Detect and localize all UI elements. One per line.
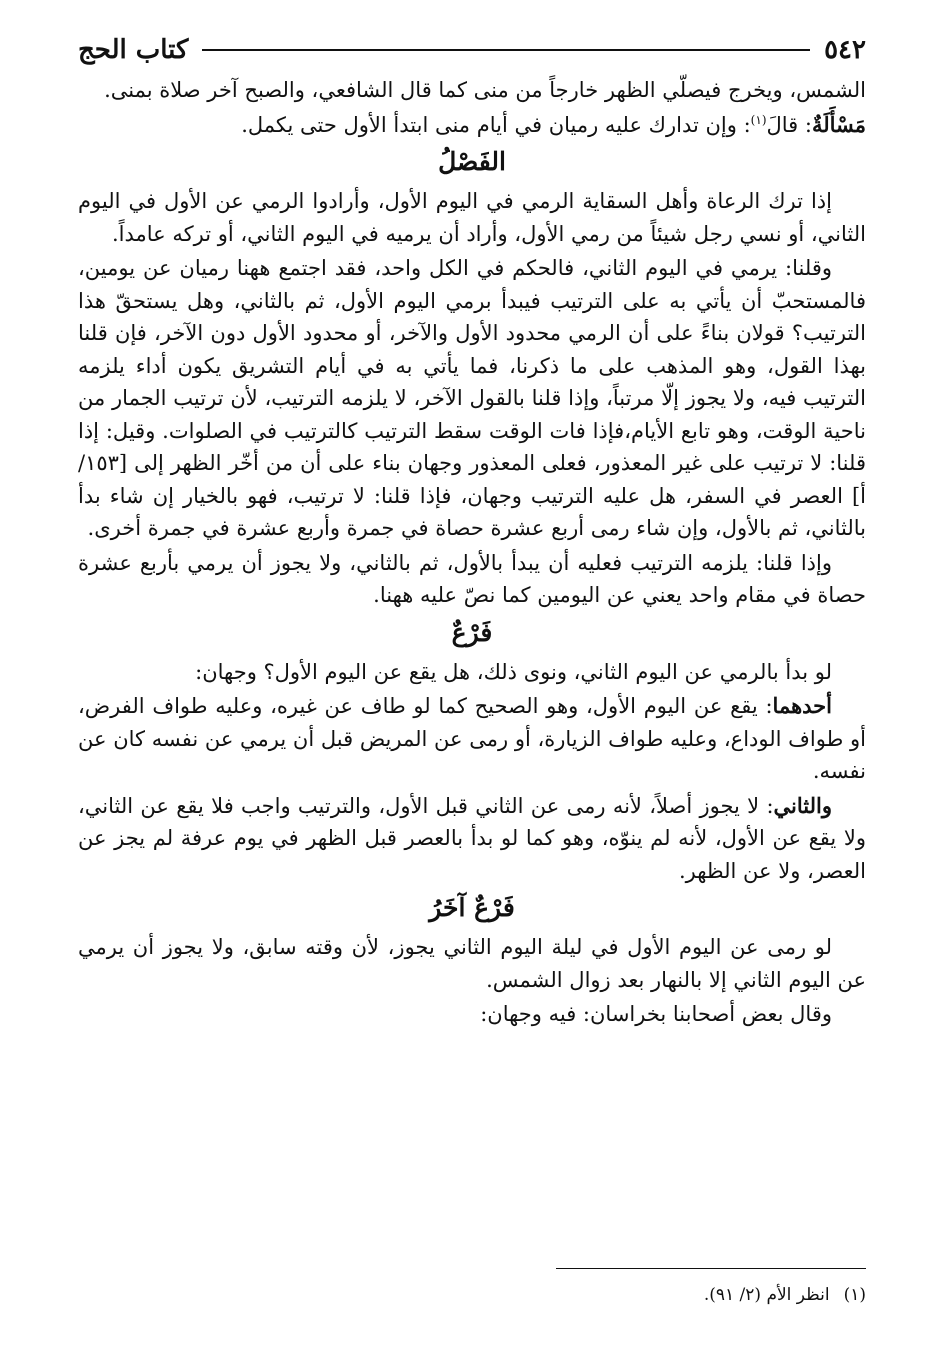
section-heading-far-akhar: فَرْعٌ آخَرُ bbox=[429, 893, 515, 922]
footnote-text: انظر الأم (٢/ ٩١). bbox=[703, 1285, 830, 1305]
page-header bbox=[78, 30, 866, 70]
paragraph: وإذا قلنا: يلزمه الترتيب فعليه أن يبدأ بالأول، ثم بالثاني، ولا يجوز أن يرمي بأربع عشرة حصاة في مقام واحد يعني عن اليومين كما نصّ عليه ههنا. bbox=[78, 550, 866, 607]
book-title: كتاب الحج bbox=[78, 35, 189, 65]
masala-lead: مَسْأَلَةٌ bbox=[811, 111, 866, 137]
paragraph-masala bbox=[78, 109, 866, 142]
paragraph: لو بدأ بالرمي عن اليوم الثاني، ونوى ذلك، هل يقع عن اليوم الأول؟ وجهان: bbox=[195, 659, 832, 684]
paragraph: وقلنا: يرمي في اليوم الثاني، فالحكم في الكل واحد، فقد اجتمع ههنا رميان عن يومين، فالمستحبّ أن يأتي به على الترتيب فيبدأ برمي اليوم الأول، ثم بالثاني، وهل يستحقّ هذا الترتيب؟ قولان بناءً على أن الرمي محدود الأول والآخر، أو محدود الأول دون الآخر، فإن قلنا بهذا القول، وهو المذهب على ما ذكرنا، فما يأتي به في أيام التشريق يكون أداء يلزمه الترتيب فيه، ولا يجوز إلّا مرتباً، وإذا قلنا بالقول الآخر، لا يلزمه الترتيب، لأن ترتيب الجمار من ناحية الوقت، وهو تابع الأيام،فإذا فات الوقت سقط الترتيب كالترتيب في الصلوات. وقيل: إذا قلنا: لا ترتيب على غير المعذور، فعلى المعذور وجهان بناء على أن من أخّر الظهر إلى [١٥٣/أ] العصر في السفر، هل عليه الترتيب وجهان، فإذا قلنا: لا ترتيب، فهو بالخيار إن شاء بدأ بالثاني، ثم بالأول، وإن شاء رمى أربع عشرة حصاة في جمرة وأربع عشرة في جمرة أخرى. bbox=[78, 256, 866, 540]
paragraph: لو رمى عن اليوم الأول في ليلة اليوم الثاني يجوز، لأن وقته سابق، ولا يجوز أن يرمي عن اليوم الثاني إلا بالنهار بعد زوال الشمس. bbox=[78, 935, 866, 992]
section-heading-far: فَرْعٌ bbox=[451, 617, 493, 647]
footnote-reference: (١) bbox=[750, 112, 767, 127]
footnote-number: (١) bbox=[843, 1285, 866, 1305]
page-number: ٥٤٢ bbox=[824, 35, 866, 65]
paragraph: إذا ترك الرعاة وأهل السقاية الرمي في اليوم الأول، وأرادوا الرمي عن الأول في اليوم الثاني، أو نسي رجل شيئاً من رمي الأول، وأراد أن يرميه في اليوم الثاني، أو تركه عامداً. bbox=[78, 189, 866, 246]
section-heading-fasl: الفَصْلُ bbox=[438, 147, 506, 176]
footnote-divider bbox=[556, 1268, 866, 1269]
second-view-lead: والثاني bbox=[773, 792, 832, 818]
paragraph-continuation: الشمس، ويخرج فيصلّي الظهر خارجاً من منى كما قال الشافعي، والصبح آخر صلاة بمنى. bbox=[104, 78, 866, 102]
first-view-text: : يقع عن اليوم الأول، وهو الصحيح كما لو طاف عن غيره، وعليه طواف الفرض، أو طواف الوداع، وعليه طواف الزيارة، أو رمى عن المريض قبل أن يرمي عن نفسه كان عن نفسه. bbox=[78, 694, 866, 783]
footnote bbox=[78, 1282, 866, 1308]
second-view-text: : لا يجوز أصلاً، لأنه رمى عن الثاني قبل الأول، والترتيب واجب فلا يقع عن الثاني، ولا يقع عن الأول، لأنه لم ينوّه، وهو كما لو بدأ بالعصر قبل الظهر في يوم عرفة لم يجز عن العصر، ولا عن الظهر. bbox=[78, 793, 866, 883]
masala-text: : وإن تدارك عليه رميان في أيام منى ابتدأ الأول حتى يكمل. bbox=[241, 112, 751, 137]
main-text bbox=[78, 74, 866, 1031]
document-page bbox=[78, 30, 866, 1337]
paragraph-second-view bbox=[78, 790, 866, 888]
masala-before-ref: : قالَ bbox=[766, 112, 812, 137]
paragraph: وقال بعض أصحابنا بخراسان: فيه وجهان: bbox=[480, 1002, 832, 1026]
first-view-lead: أحدهما bbox=[772, 693, 832, 718]
paragraph-first-view bbox=[78, 690, 866, 788]
header-rule bbox=[202, 49, 810, 51]
